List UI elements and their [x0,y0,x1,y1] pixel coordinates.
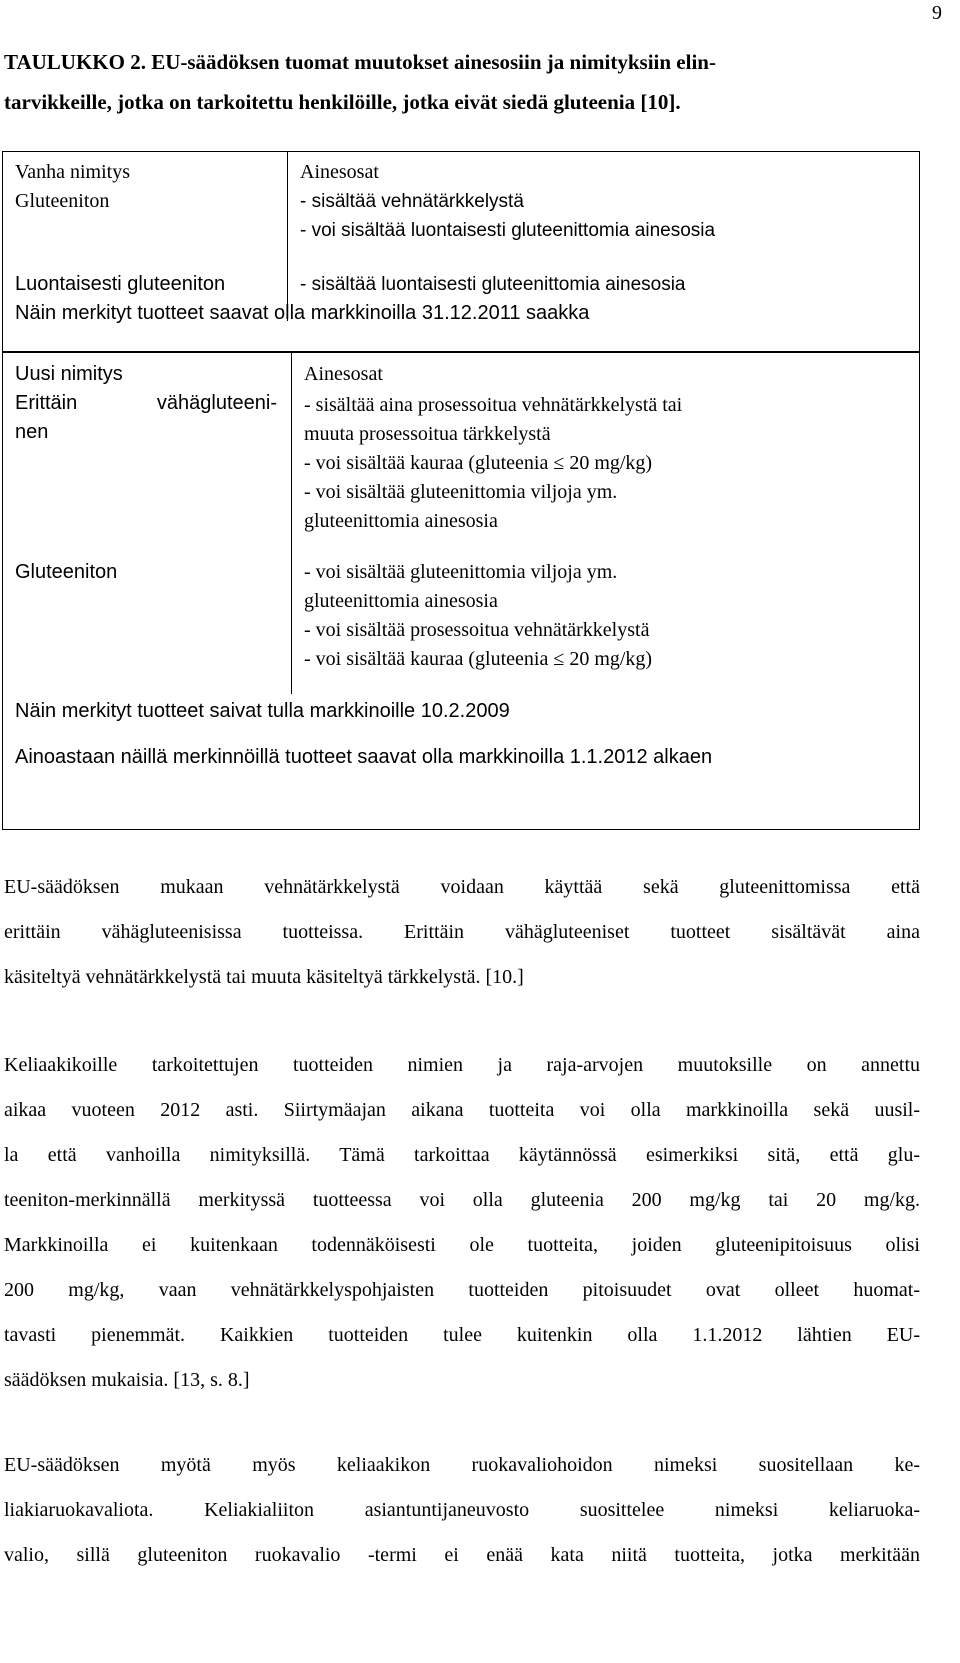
paragraph-3 [4,1443,920,1578]
page-number: 9 [932,2,942,24]
paragraph-line: EU-säädöksen myötä myös keliaakikon ruokavaliohoidon nimeksi suositellaan ke- [4,1454,920,1476]
ingredient-line: - voi sisältää gluteenittomia viljoja ym. [304,561,618,583]
column-divider [291,353,292,694]
ingredient-line: - voi sisältää kauraa (gluteenia ≤ 20 mg/kg) [304,648,653,670]
new-table-note-1: Näin merkityt tuotteet saivat tulla markkinoille 10.2.2009 [15,700,510,722]
ingredient-line: - sisältää vehnätärkkelystä [300,191,524,212]
paragraph-line: tavasti pienemmät. Kaikkien tuotteiden tulee kuitenkin olla 1.1.2012 lähtien EU- [4,1324,920,1346]
old-gluteeniton-ingredients [300,187,715,245]
paragraph-line: aikaa vuoteen 2012 asti. Siirtymäajan aikana tuotteita voi olla markkinoilla sekä uusil- [4,1099,920,1121]
caption-line: TAULUKKO 2. EU-säädöksen tuomat muutokset ainesosiin ja nimityksiin elin- [4,50,716,74]
ingredient-line: - voi sisältää kauraa (gluteenia ≤ 20 mg/kg) [304,452,653,474]
paragraph-1 [4,865,920,1000]
paragraph-line: valio, sillä gluteeniton ruokavalio -termi ei enää kata niitä tuotteita, jotka merkitään [4,1544,920,1566]
ingredient-line: - voi sisältää luontaisesti gluteenittomia ainesosia [300,220,716,241]
name-line: Erittäin vähägluteeni- [15,392,277,414]
caption-line: tarvikkeille, jotka on tarkoitettu henkilöille, jotka eivät siedä gluteenia [10]. [4,90,681,114]
paragraph-2 [4,1043,920,1403]
ingredients-header: Ainesosat [300,161,379,183]
paragraph-line: liakiaruokavaliota. Keliakialiiton asiantuntijaneuvosto suosittelee nimeksi keliaruoka- [4,1499,920,1521]
paragraph-line: käsiteltyä vehnätärkkelystä tai muuta käsiteltyä tärkkelystä. [10.] [4,966,524,988]
new-name-erittain-vahagluteeninen [15,389,277,447]
ingredient-line: gluteenittomia ainesosia [304,590,498,612]
column-divider [287,152,288,291]
new-name-gluteeniton: Gluteeniton [15,561,118,583]
ingredient-line: - voi sisältää gluteenittomia viljoja ym. [304,481,618,503]
table-caption [4,42,920,122]
paragraph-line: Keliaakikoille tarkoitettujen tuotteiden nimien ja raja-arvojen muutoksille on annettu [4,1054,920,1076]
ingredient-line: muuta prosessoitua tärkkelystä [304,423,551,445]
old-name-luontaisesti: Luontaisesti gluteeniton [15,273,226,295]
old-name-header: Vanha nimitys [15,161,130,183]
new-name-header: Uusi nimitys [15,363,123,385]
paragraph-line: 200 mg/kg, vaan vehnätärkkelyspohjaisten tuotteiden pitoisuudet ovat olleet huomat- [4,1279,920,1301]
ingredient-line: gluteenittomia ainesosia [304,510,498,532]
paragraph-line: EU-säädöksen mukaan vehnätärkkelystä voidaan käyttää sekä gluteenittomissa että [4,876,920,898]
ingredient-line: - sisältää luontaisesti gluteenittomia ainesosia [300,274,686,295]
old-names-table [2,151,920,352]
ingredient-line: - sisältää aina prosessoitua vehnätärkkelystä tai [304,394,683,416]
paragraph-line: säädöksen mukaisia. [13, s. 8.] [4,1369,250,1391]
paragraph-line: teeniton-merkinnällä merkityssä tuotteessa voi olla gluteenia 200 mg/kg tai 20 mg/kg. [4,1189,920,1211]
ingredients-header: Ainesosat [304,363,383,385]
old-name-gluteeniton: Gluteeniton [15,190,110,212]
paragraph-line: la että vanhoilla nimityksillä. Tämä tarkoittaa käytännössä esimerkiksi sitä, että glu- [4,1144,920,1166]
new-gluteeniton-ingredients [304,558,652,674]
paragraph-line: erittäin vähägluteenisissa tuotteissa. Erittäin vähägluteeniset tuotteet sisältävät aina [4,921,920,943]
new-names-table [2,352,920,830]
old-luontaisesti-ingredients [300,270,686,299]
old-table-note: Näin merkityt tuotteet saavat olla markkinoilla 31.12.2011 saakka [15,302,590,324]
ingredient-line: - voi sisältää prosessoitua vehnätärkkelystä [304,619,650,641]
paragraph-line: Markkinoilla ei kuitenkaan todennäköisesti ole tuotteita, joiden gluteenipitoisuus olisi [4,1234,920,1256]
name-line: nen [15,421,49,443]
new-erittain-ingredients [304,391,682,536]
new-table-note-2: Ainoastaan näillä merkinnöillä tuotteet saavat olla markkinoilla 1.1.2012 alkaen [15,746,713,768]
